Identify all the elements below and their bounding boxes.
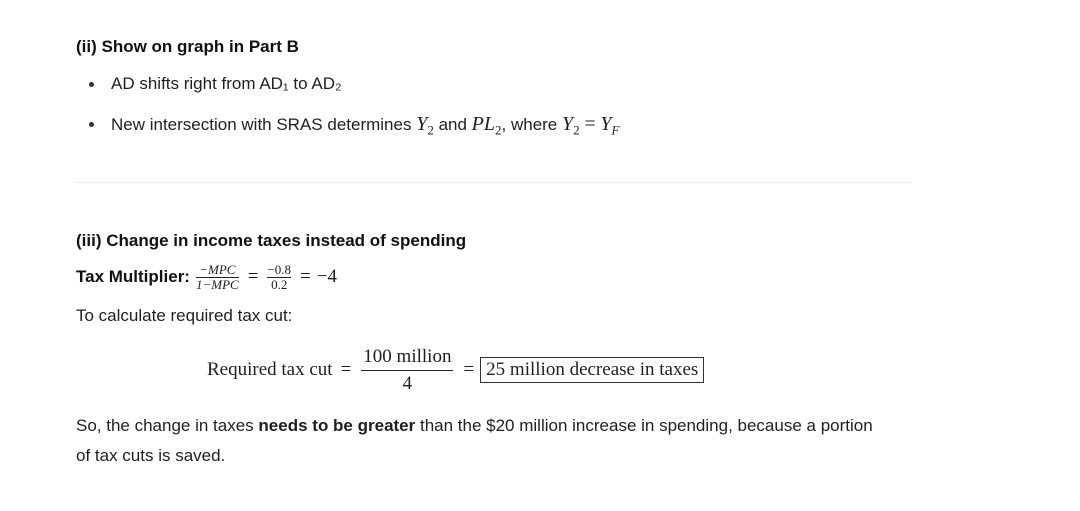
math-sub: 2 — [427, 122, 434, 138]
tax-multiplier-label: Tax Multiplier: — [76, 267, 190, 286]
math-sub: 2 — [495, 122, 502, 138]
math-equals: = — [300, 266, 311, 287]
conclusion-post: than the $20 million increase in spending, because a portion — [419, 416, 873, 435]
math-pl: PL — [471, 113, 496, 135]
math-equals: = — [463, 359, 475, 380]
bullet-ad-shift: AD shifts right from AD₁ to AD₂ — [111, 74, 342, 93]
math-equals: = — [584, 113, 596, 135]
section-iii-heading: (iii) Change in income taxes instead of spending — [76, 231, 467, 250]
conclusion-line2: of tax cuts is saved. — [76, 446, 226, 465]
fraction-numerator: −MPC — [199, 261, 236, 277]
fraction-denominator: 4 — [402, 372, 413, 394]
fraction-values — [267, 263, 291, 291]
bullet-dot — [89, 82, 94, 87]
fraction-numerator: −0.8 — [267, 261, 292, 277]
math-sub: 2 — [573, 122, 580, 138]
conclusion-line1 — [76, 416, 873, 436]
tax-cut-equation — [207, 344, 704, 396]
math-sub-f: F — [611, 122, 620, 138]
boxed-result: 25 million decrease in taxes — [480, 357, 704, 383]
fraction-tax-cut — [359, 347, 455, 394]
math-y: Y — [562, 113, 574, 135]
fraction-denominator: 0.2 — [271, 276, 288, 292]
fraction-denominator: 1−MPC — [195, 276, 239, 292]
bullet-dot — [89, 122, 94, 127]
and-text: and — [438, 115, 467, 134]
tax-multiplier-line — [76, 261, 337, 293]
divider — [76, 182, 912, 183]
math-equals: = — [340, 359, 352, 380]
conclusion-pre: So, the change in taxes — [76, 416, 254, 435]
math-equals: = — [247, 266, 259, 287]
where-text: , where — [501, 115, 558, 134]
multiplier-result: −4 — [316, 266, 337, 287]
conclusion-bold: needs to be greater — [258, 416, 416, 435]
fraction-numerator: 100 million — [363, 345, 452, 367]
eq-label: Required tax cut — [207, 359, 333, 380]
math-y: Y — [416, 113, 428, 135]
section-ii-heading: (ii) Show on graph in Part B — [76, 37, 299, 56]
bullet2-text: New intersection with SRAS determines — [111, 115, 412, 134]
fraction-mpc — [196, 263, 239, 291]
calc-instruction: To calculate required tax cut: — [76, 306, 293, 325]
math-y: Y — [600, 113, 612, 135]
bullet-new-intersection — [111, 113, 619, 138]
